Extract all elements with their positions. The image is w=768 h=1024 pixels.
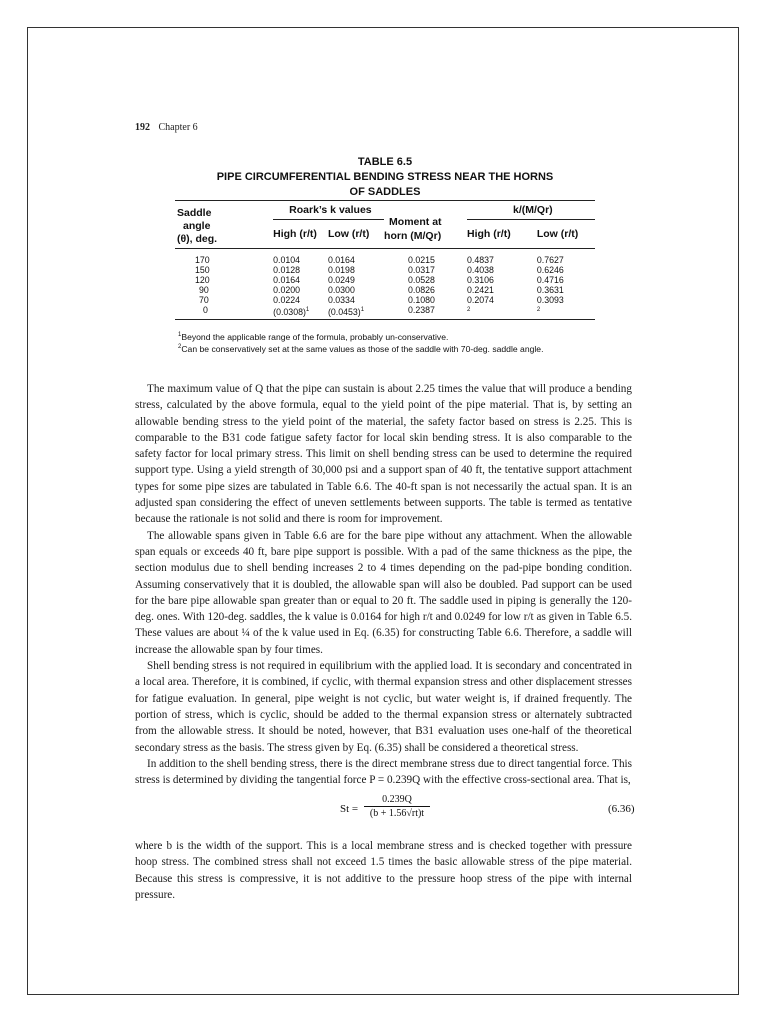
col-group-roark: Roark’s k values (273, 201, 384, 220)
col-header-angle: Saddle angle (θ), deg. (177, 206, 218, 245)
paragraph: In addition to the shell bending stress, there is the direct membrane stress due to direct tangential force. This stress is determined by dividing the tangential force P = 0.239Q with the effective cross-sectional area. That is, (135, 757, 632, 787)
table-row: 120 0.0164 0.0249 0.0528 0.3106 0.4716 (195, 275, 564, 285)
equation-denominator: (b + 1.56√rt)t (369, 808, 425, 819)
table-caption-line: PIPE CIRCUMFERENTIAL BENDING STRESS NEAR THE HORNS (216, 171, 554, 183)
table-footnote-1: $^1$Beyond the applicable range of the formula, probably un-conservative. (178, 332, 449, 342)
table-row: 150 0.0128 0.0198 0.0317 0.4038 0.6246 (195, 265, 564, 275)
equation-lhs: St = (340, 803, 359, 815)
table-number: TABLE 6.5 (357, 156, 413, 168)
sub-header-low: Low (r/t) (536, 228, 579, 240)
sub-header-high: High (r/t) (273, 228, 317, 240)
running-header (135, 122, 198, 133)
equation-fraction (364, 794, 430, 819)
sub-header-high: High (r/t) (466, 228, 511, 240)
equation-6-36 (0, 794, 768, 824)
page-number: 192 (135, 122, 150, 133)
body-text-continued (135, 838, 632, 903)
col-group-kmqr: k/(M/Qr) (467, 201, 595, 220)
table-caption-line: OF SADDLES (349, 186, 421, 198)
col-header-moment: Moment at horn (M/Qr) (384, 215, 442, 242)
paragraph: where b is the width of the support. This is a local membrane stress and is checked together with pressure hoop stress. The combined stress shall not exceed 1.5 times the basic allowable stress of the pipe material. Because this stress is compressive, it is not additive to the pressure hoop stress of the pipe with internal pressure. (135, 840, 632, 901)
body-text (135, 381, 632, 788)
sub-header-low: Low (r/t) (327, 228, 370, 240)
table-row: 70 0.0224 0.0334 0.1080 0.2074 0.3093 (199, 295, 564, 305)
table-row: 0 $(0.0308)^1$ $(0.0453)^1$ 0.2387 $^2$ $^2$ (175, 305, 595, 320)
table-footnote-2: $^2$Can be conservatively set at the same values as those of the saddle with 70-deg. saddle angle. (178, 344, 544, 354)
equation-numerator: 0.239Q (364, 794, 430, 807)
chapter-label: Chapter 6 (158, 122, 198, 133)
paragraph: Shell bending stress is not required in equilibrium with the applied load. It is secondary and concentrated in a local area. Therefore, it is combined, if cyclic, with thermal expansion stress and other displacement stresses for fatigue evaluation. In general, pipe weight is not cyclic, but water weight is, if drained frequently. The portion of stress, which is cyclic, should be added to the thermal expansion stress or alternately subtracted from the allowable stress. It should be noted, however, that B31 evaluation uses one-half of the theoretical secondary stress as the basis. The stress given by Eq. (6.35) shall be considered a theoretical stress. (135, 660, 632, 754)
table-row: 90 0.0200 0.0300 0.0826 0.2421 0.3631 (199, 285, 564, 295)
paragraph: The maximum value of Q that the pipe can sustain is about 2.25 times the value that will produce a bending stress, calculated by the above formula, equal to the yield point of the pipe material. That is, by setting an allowable bending stress to the yield point of the material, the safety factor based on stress is 2.25. This is comparable to the B31 code fatigue safety factor for local skin bending stress. It is also comparable to the safety factor for local primary stress. This limit on shell bending stress can be used to determine the required support type. Using a yield strength of 30,000 psi and a support span of 40 ft, the tentative support attachment types for some pipe sizes are tabulated in Table 6.6. The 40-ft span is not necessarily the actual span. It is an adjusted span considering the effect of uneven settlements between supports. The table is termed as tentative because the rationale is not solid and there is room for improvement. (135, 383, 632, 526)
table-row: 170 0.0104 0.0164 0.0215 0.4837 0.7627 (195, 255, 564, 265)
stress-table (175, 200, 595, 320)
paragraph: The allowable spans given in Table 6.6 are for the bare pipe without any attachment. When the allowable span equals or exceeds 40 ft, bare pipe support is possible. With a pad of the same thickness as the pipe, the section modulus due to shell bending increases 2 to 4 times depending on the pad-pipe bonding condition. Assuming conservatively that it is doubled, the allowable span will also be doubled. Pad support can be used for the bare pipe allowable span greater than or equal to 20 ft. The saddle used in piping is generally the 120-deg. ones. With 120-deg. saddles, the k value is 0.0164 for high r/t and 0.0249 for low r/t as given in Table 6.5. These values are about ¼ of the k value used in Eq. (6.35) for constructing Table 6.6. Therefore, a saddle will increase the allowable span by four times. (135, 529, 632, 656)
table-title (175, 155, 595, 200)
equation-number: (6.36) (608, 803, 635, 815)
